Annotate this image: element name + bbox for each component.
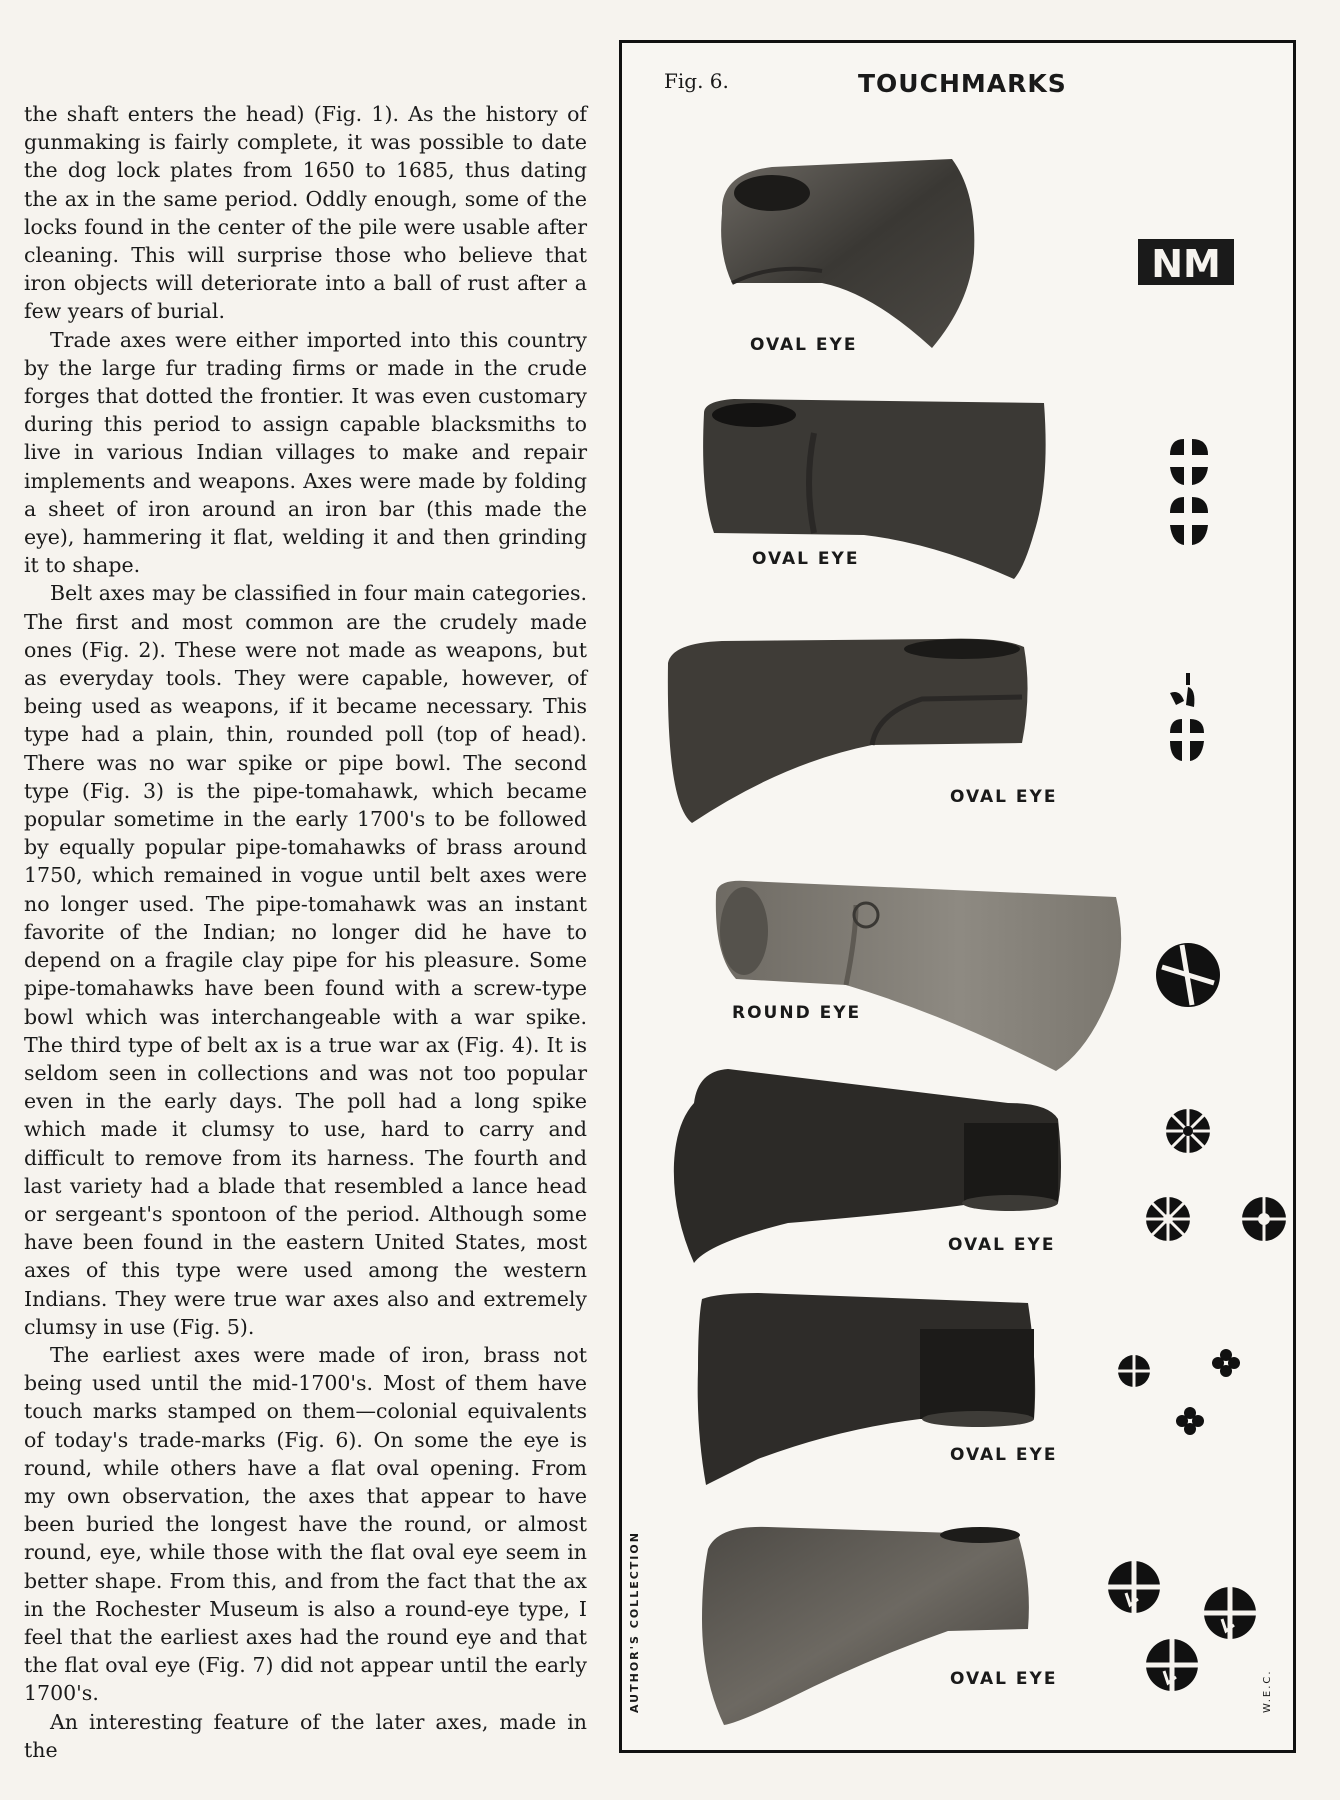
paragraph-1: the shaft enters the head) (Fig. 1). As the history of gunmaking is fairly complete, it was possible to date the dog lock plates from 1650 to 1685, thus dating the ax in the same period. Oddly enough, some of the locks found in the center of the pile were usable after cleaning. This will surprise those who believe that iron objects will deteriorate into a ball of rust after a few years of burial. xyxy=(24,102,587,324)
figure-title: TOUCHMARKS xyxy=(858,69,1067,98)
credit-initials: W.E.C. xyxy=(1262,1669,1273,1713)
credit-authors-collection: AUTHOR'S COLLECTION xyxy=(628,1531,641,1713)
eye-label-3: OVAL EYE xyxy=(950,787,1058,807)
paragraph-3: Belt axes may be classified in four main categories. The first and most common are the crudely made ones (Fig. 2). These were not made as weapons, but as everyday tools. They were capable, however, of being used as weapons, if it became necessary. This type had a plain, thin, rounded poll (top of head). There was no war spike or pipe bowl. The second type (Fig. 3) is the pipe-tomahawk, which became popular sometime in the early 1700's to be followed by equally popular pipe-tomahawks of brass around 1750, which remained in vogue until belt axes were no longer used. The pipe-tomahawk was an instant favorite of the Indian; no longer did he have to depend on a fragile clay pipe for his pleasure. Some pipe-tomahawks have been found with a screw-type bowl which was interchangeable with a war spike. The third type of belt ax is a true war ax (Fig. 4). It is seldom seen in collections and was not too popular even in the early days. The poll had a long spike which made it clumsy to use, hard to carry and difficult to remove from its harness. The fourth and last variety had a blade that resembled a lance head or sergeant's spontoon of the period. Although some have been found in the eastern United States, most axes of this type were used among the western Indians. They were true war axes also and extremely clumsy in use (Fig. 5). xyxy=(24,581,587,1339)
touchmark-2 xyxy=(1160,433,1220,563)
touchmark-3 xyxy=(1162,673,1222,783)
eye-label-1: OVAL EYE xyxy=(750,335,858,355)
paragraph-2: Trade axes were either imported into this country by the large fur trading firms or made in the crude forges that dotted the frontier. It was even customary during this period to assign capable blacksmiths to live in various Indian villages to make and repair implements and weapons. Axes were made by folding a sheet of iron around an iron bar (this made the eye), hammering it flat, welding it and then grinding it to shape. xyxy=(24,327,587,578)
axe-photo-7 xyxy=(688,1519,1048,1729)
eye-label-2: OVAL EYE xyxy=(752,549,860,569)
touchmark-7 xyxy=(1106,1553,1266,1703)
touchmarks-figure xyxy=(619,40,1296,1753)
paragraph-4: The earliest axes were made of iron, brass not being used until the mid-1700's. Most of them have touch marks stamped on them—colonial equivalents of today's trade-marks (Fig. 6). On some the eye is round, while others have a flat oval opening. From my own observation, the axes that appear to have been buried the longest have the round, or almost round, eye, while those with the flat oval eye seem in better shape. From this, and from the fact that the ax in the Rochester Museum is also a round-eye type, I feel that the earliest axes had the round eye and that the flat oval eye (Fig. 7) did not appear until the early 1700's. xyxy=(24,1342,587,1706)
touchmark-nm xyxy=(1138,239,1234,285)
axe-photo-1 xyxy=(712,153,1012,353)
touchmark-5 xyxy=(1146,1107,1296,1257)
axe-photo-4 xyxy=(706,875,1126,1075)
eye-label-5: OVAL EYE xyxy=(948,1235,1056,1255)
paragraph-5: An interesting feature of the later axes, made in the xyxy=(24,1709,587,1762)
touchmark-nm-text: NM xyxy=(1151,242,1221,286)
axe-photo-2 xyxy=(694,393,1054,583)
eye-label-6: OVAL EYE xyxy=(950,1445,1058,1465)
touchmark-4 xyxy=(1152,939,1224,1011)
eye-label-4: ROUND EYE xyxy=(732,1003,862,1023)
eye-label-7: OVAL EYE xyxy=(950,1669,1058,1689)
article-text-column xyxy=(24,100,587,1764)
touchmark-6 xyxy=(1112,1341,1262,1451)
figure-label: Fig. 6. xyxy=(664,69,729,93)
